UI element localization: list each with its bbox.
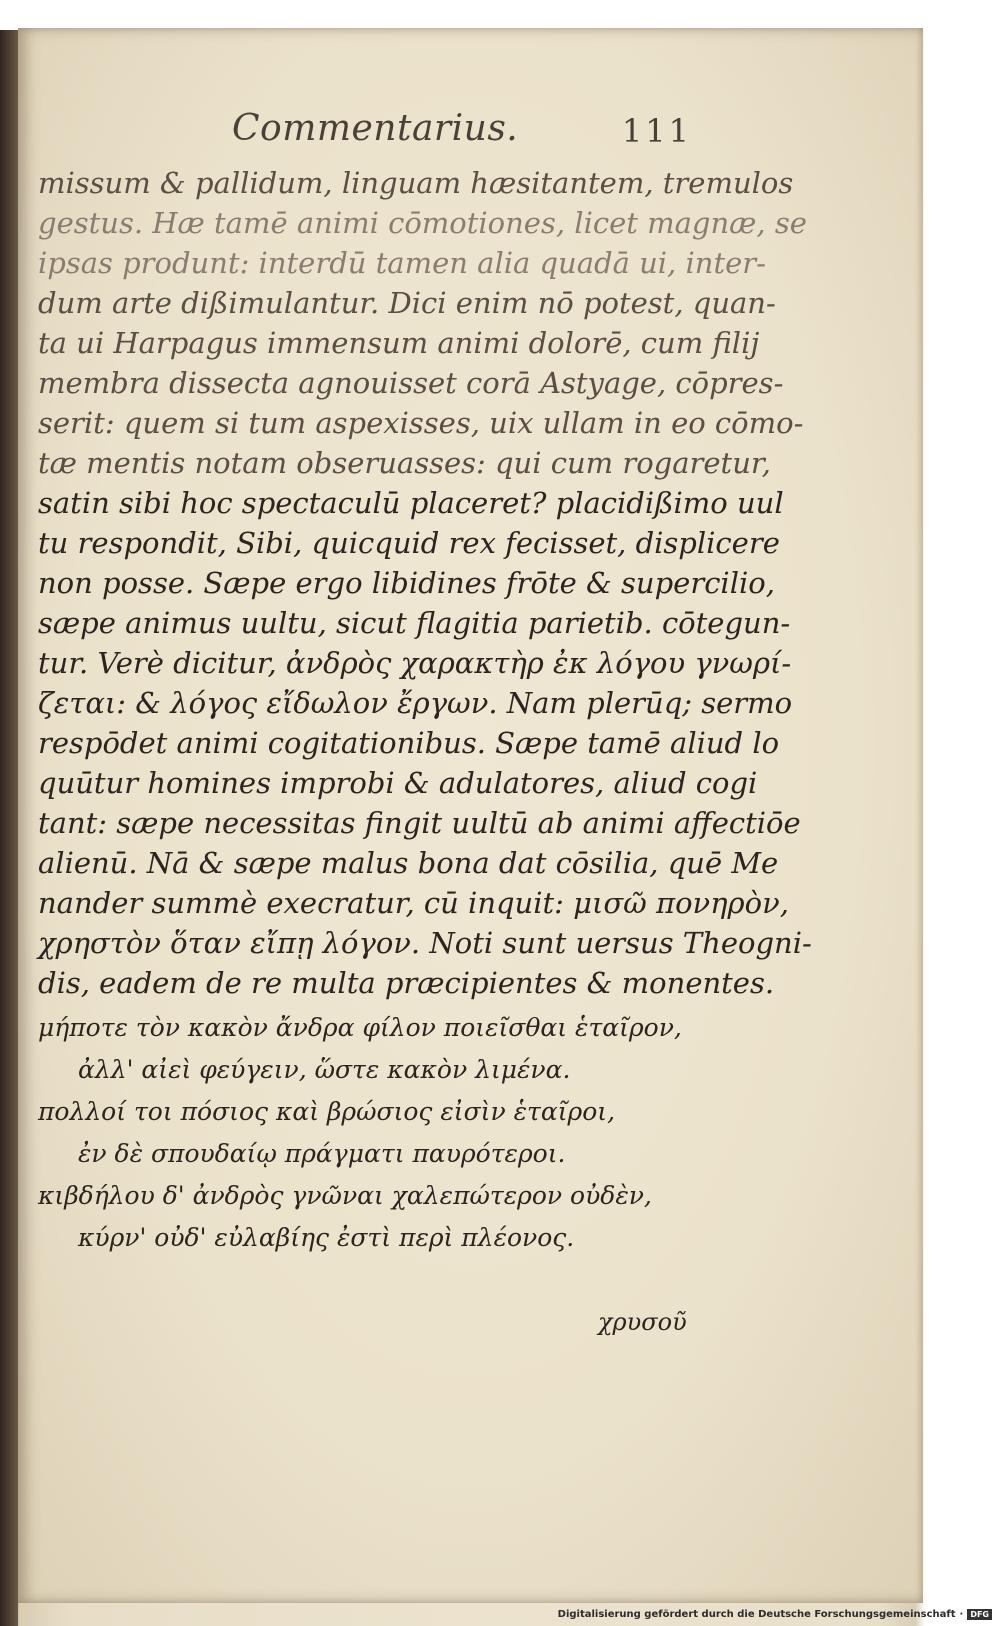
text-line: sæpe animus uultu, sicut flagitia parietib. cōtegun- [38,606,791,640]
catchword: χρυσοῦ [598,1308,687,1336]
greek-verse-line: ἀλλ' αἰεὶ φεύγειν, ὥστε κακὸν λιμένα. [78,1055,571,1084]
text-line: dis, eadem de re multa præcipientes & monentes. [38,966,775,1000]
text-line: missum & pallidum, linguam hæsitantem, tremulos [38,166,794,200]
greek-verse-line: κύρν' οὐδ' εὐλαβίης ἐστὶ περὶ πλέονος. [78,1223,575,1252]
text-line: dum arte dißimulantur. Dici enim nō potest, quan- [38,286,776,320]
text-line: serit: quem si tum aspexisses, uix ullam in eo cōmo- [38,406,804,440]
text-line: alienū. Nā & sæpe malus bona dat cōsilia, quē Me [38,846,779,880]
page-number: 111 [621,112,692,150]
greek-verse-line: ἐν δὲ σπουδαίῳ πράγματι παυρότεροι. [78,1139,566,1168]
text-line: ipsas produnt: interdū tamen alia quadā ui, inter- [38,246,766,280]
text-line: ta ui Harpagus immensum animi dolorē, cum filij [38,326,760,360]
text-line: non posse. Sæpe ergo libidines frōte & supercilio, [38,566,775,600]
dfg-logo-icon: DFG [967,1609,992,1620]
book-binding-edge [0,0,18,1626]
text-line: respōdet animi cogitationibus. Sæpe tamē aliud lo [38,726,780,760]
footer-text: Digitalisierung gefördert durch die Deutsche Forschungsgemeinschaft [557,1609,956,1620]
text-line: gestus. Hæ tamē animi cōmotiones, licet magnæ, se [38,206,807,240]
text-line: χρηστὸν ὅταν εἴπῃ λόγον. Noti sunt uersus Theogni- [38,926,812,960]
text-line: tu respondit, Sibi, quicquid rex fecisset, displicere [38,526,780,560]
text-line: quūtur homines improbi & adulatores, aliud cogi [38,766,758,800]
page-header [232,108,692,158]
footer-separator: · [959,1609,964,1620]
scan-top-margin [0,0,1000,30]
text-line: tæ mentis notam obseruasses: qui cum rogaretur, [38,446,771,480]
greek-verse-line: πολλοί τοι πόσιος καὶ βρώσιος εἰσὶν ἑταῖροι, [38,1097,616,1126]
digitization-footer [558,1609,992,1620]
text-line: tur. Verè dicitur, ἀνδρὸς χαρακτὴρ ἐκ λόγου γνωρί- [38,646,792,680]
text-line: membra dissecta agnouisset corā Astyage, cōpres- [38,366,784,400]
greek-verse-line: κιβδήλου δ' ἀνδρὸς γνῶναι χαλεπώτερον οὐδὲν, [38,1181,652,1210]
running-head: Commentarius. [232,108,519,149]
text-line: satin sibi hoc spectaculū placeret? placidißimo uul [38,486,784,520]
text-line: tant: sæpe necessitas fingit uultū ab animi affectiōe [38,806,801,840]
greek-verse-line: μήποτε τὸν κακὸν ἄνδρα φίλον ποιεῖσθαι ἑταῖρον, [38,1013,682,1042]
text-line: nander summè execratur, cū inquit: μισῶ πονηρὸν, [38,886,789,920]
text-line: ζεται: & λόγος εἴδωλον ἔργων. Nam plerūq; sermo [38,686,793,720]
